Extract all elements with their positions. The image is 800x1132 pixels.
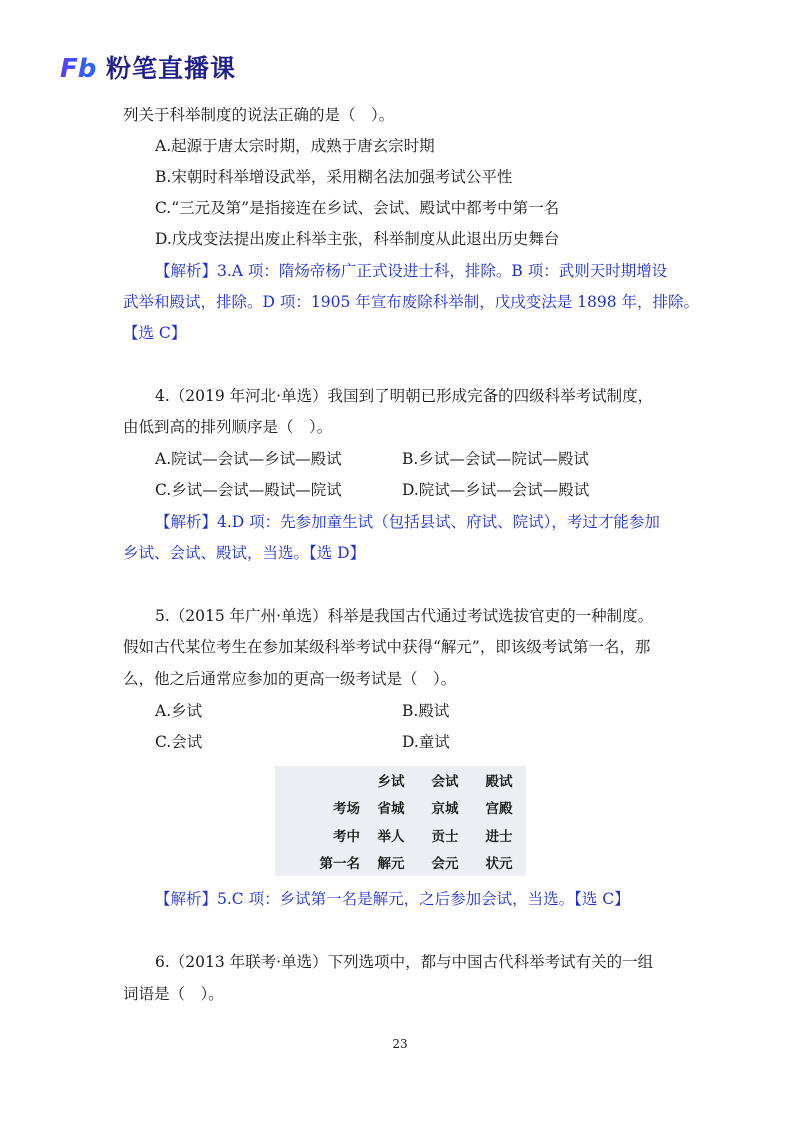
q4-stem-line-2: 由低到高的排列顺序是（ ）。: [123, 418, 333, 436]
table-cell: 解元: [377, 856, 405, 873]
table-header-row: [275, 766, 526, 794]
logo-text: 粉笔直播课: [106, 54, 237, 83]
q4-analysis-line-1: 【解析】4.D 项：先参加童生试（包括县试、府试、院试），考过才能参加: [155, 513, 660, 531]
table-cell: 考场: [333, 801, 360, 818]
table-row: [275, 794, 526, 822]
table-cell: [275, 766, 364, 794]
q5-option-d: D.童试: [402, 733, 450, 751]
logo-mark-text: Fb: [60, 54, 97, 82]
table-row: [275, 849, 526, 877]
table-cell: 京城: [431, 801, 459, 818]
table-cell: 会元: [431, 856, 459, 873]
q3-answer: 【选 C】: [123, 324, 187, 342]
q4-option-c: C.乡试—会试—殿试—院试: [155, 481, 342, 499]
table-cell: 举人: [377, 828, 405, 845]
q3-option-a: A.起源于唐太宗时期，成熟于唐玄宗时期: [155, 137, 435, 155]
brand-logo: [60, 50, 236, 84]
q4-stem-line-1: 4.（2019 年河北·单选）我国到了明朝已形成完备的四级科举考试制度，: [155, 387, 654, 405]
q4-analysis-line-2: 乡试、会试、殿试，当选。【选 D】: [123, 544, 366, 562]
table-cell: 乡试: [377, 773, 405, 790]
fenbi-logo-icon: [60, 52, 102, 82]
table-cell: 进士: [485, 828, 513, 845]
table-cell: 考中: [333, 828, 360, 845]
q4-option-b: B.乡试—会试—院试—殿试: [402, 450, 589, 468]
q5-option-a: A.乡试: [155, 702, 203, 720]
table-row: [275, 821, 526, 849]
q3-option-d: D.戊戌变法提出废止科举主张，科举制度从此退出历史舞台: [155, 230, 560, 248]
q3-analysis-line-1: 【解析】3.A 项：隋炀帝杨广正式设进士科，排除。B 项：武则天时期增设: [155, 262, 668, 280]
q3-option-b: B.宋朝时科举增设武举，采用糊名法加强考试公平性: [155, 168, 513, 186]
table-cell: 第一名: [319, 856, 360, 873]
q6-stem-line-1: 6.（2013 年联考·单选）下列选项中，都与中国古代科举考试有关的一组: [155, 953, 654, 971]
table-cell: 贡士: [431, 828, 459, 845]
q3-analysis-line-2: 武举和殿试，排除。D 项：1905 年宣布废除科举制，戊戌变法是 1898 年，排除。: [123, 293, 700, 311]
q3-stem-tail: 列关于科举制度的说法正确的是（ ）。: [123, 106, 395, 124]
q5-option-b: B.殿试: [402, 702, 450, 720]
q5-analysis: 【解析】5.C 项：乡试第一名是解元，之后参加会试，当选。【选 C】: [155, 890, 630, 908]
q4-option-a: A.院试—会试—乡试—殿试: [155, 450, 342, 468]
q3-option-c: C.“三元及第”是指接连在乡试、会试、殿试中都考中第一名: [155, 199, 560, 217]
q4-option-d: D.院试—乡试—会试—殿试: [402, 481, 590, 499]
q5-stem-line-2: 假如古代某位考生在参加某级科举考试中获得“解元”，即该级考试第一名，那: [123, 638, 651, 656]
table-cell: 殿试: [485, 773, 513, 790]
q6-stem-line-2: 词语是（ ）。: [123, 985, 224, 1003]
table-cell: 状元: [485, 856, 513, 873]
page-number: 23: [392, 1037, 408, 1051]
q5-stem-line-3: 么，他之后通常应参加的更高一级考试是（ ）。: [123, 670, 457, 688]
table-cell: 宫殿: [485, 801, 513, 818]
table-cell: 省城: [377, 801, 405, 818]
table-cell: 会试: [431, 773, 459, 790]
exam-levels-table: [275, 766, 526, 876]
q5-option-c: C.会试: [155, 733, 203, 751]
q5-stem-line-1: 5.（2015 年广州·单选）科举是我国古代通过考试选拔官吏的一种制度。: [155, 607, 654, 625]
